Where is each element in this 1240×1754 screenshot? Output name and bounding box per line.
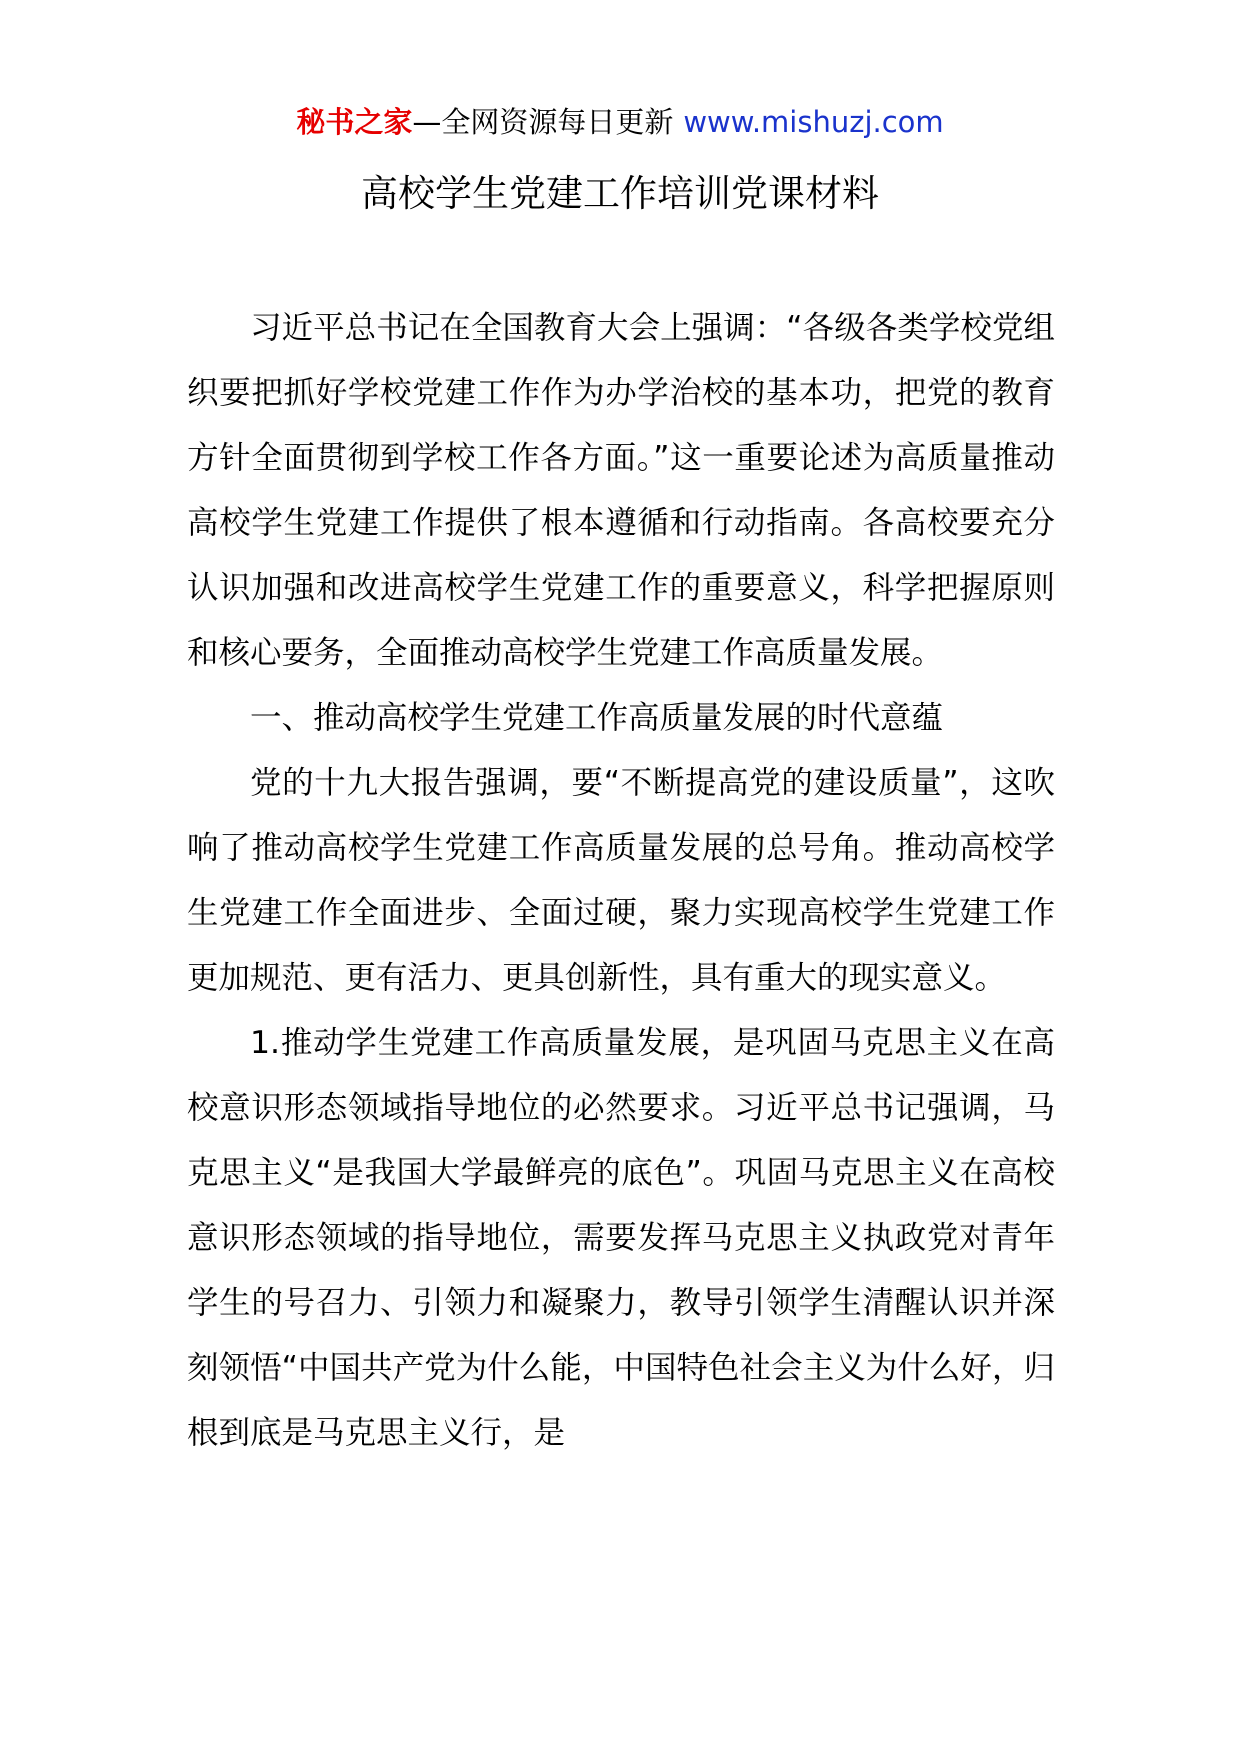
paragraph-section-1: 党的十九大报告强调，要“不断提高党的建设质量”，这吹响了推动高校学生党建工作高质量发展的总号角。推动高校学生党建工作全面进步、全面过硬，聚力实现高校学生党建工作更加规范、更有活力、更具创新性，具有重大的现实意义。	[187, 765, 1055, 996]
document-body	[187, 296, 1055, 1466]
site-header	[0, 100, 1240, 144]
site-tagline: —全网资源每日更新	[412, 105, 674, 139]
brand-name: 秘书之家	[296, 105, 413, 139]
document-title: 高校学生党建工作培训党课材料	[361, 172, 879, 215]
section-heading-1: 一、推动高校学生党建工作高质量发展的时代意蕴	[250, 700, 944, 736]
paragraph-point-1: 1.推动学生党建工作高质量发展，是巩固马克思主义在高校意识形态领域指导地位的必然要求。习近平总书记强调，马克思主义“是我国大学最鲜亮的底色”。巩固马克思主义在高校意识形态领域的指导地位，需要发挥马克思主义执政党对青年学生的号召力、引领力和凝聚力，教导引领学生清醒认识并深刻领悟“中国共产党为什么能，中国特色社会主义为什么好，归根到底是马克思主义行，是	[187, 1025, 1055, 1451]
site-url-link[interactable]: www.mishuzj.com	[683, 105, 944, 139]
paragraph-intro: 习近平总书记在全国教育大会上强调：“各级各类学校党组织要把抓好学校党建工作作为办学治校的基本功，把党的教育方针全面贯彻到学校工作各方面。”这一重要论述为高质量推动高校学生党建工作提供了根本遵循和行动指南。各高校要充分认识加强和改进高校学生党建工作的重要意义，科学把握原则和核心要务，全面推动高校学生党建工作高质量发展。	[187, 310, 1055, 671]
